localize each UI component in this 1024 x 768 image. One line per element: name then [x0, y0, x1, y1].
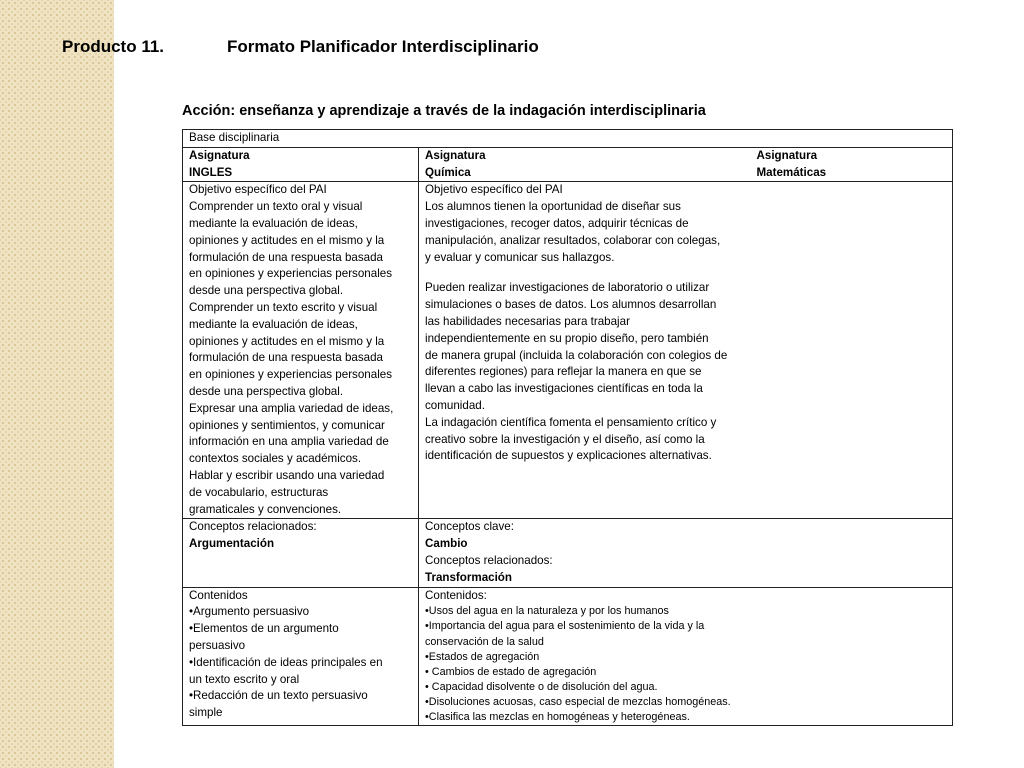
subject-name: INGLES: [189, 165, 233, 179]
text-line: Los alumnos tienen la oportunidad de diseñar sus: [425, 200, 681, 214]
text-line: las habilidades necesarias para trabajar: [425, 314, 630, 328]
text-line: formulación de una respuesta basada: [189, 250, 384, 264]
text-line: formulación de una respuesta basada: [189, 351, 384, 365]
paragraph-gap: [425, 266, 946, 280]
contents-english-cell: [183, 587, 419, 726]
subject-label: Asignatura: [189, 148, 250, 162]
text-line: información en una amplia variedad de: [189, 435, 389, 449]
document-heading: Acción: enseñanza y aprendizaje a través de la indagación interdisciplinaria: [182, 103, 706, 119]
base-cell: Base disciplinaria: [183, 130, 953, 148]
text-line: Comprender un texto oral y visual: [189, 200, 363, 214]
text-line: La indagación científica fomenta el pensamiento crítico y: [425, 415, 717, 429]
text-line: en opiniones y experiencias personales: [189, 368, 393, 382]
text-line: opiniones y actitudes en el mismo y la: [189, 233, 385, 247]
text-line: •Redacción de un texto persuasivo: [189, 689, 368, 703]
text-line: Hablar y escribir usando una variedad: [189, 468, 385, 482]
contents-label: Contenidos:: [425, 588, 487, 602]
concepts-english-cell: [183, 519, 419, 587]
text-line: en opiniones y experiencias personales: [189, 267, 393, 281]
text-line: Objetivo específico del PAI: [425, 183, 563, 197]
text-line: investigaciones, recoger datos, adquirir técnicas de: [425, 216, 689, 230]
concept-label: Conceptos relacionados:: [189, 520, 317, 534]
base-row: [183, 130, 953, 148]
subject-cell-chemistry: [419, 147, 757, 182]
contents-chemistry-cell: [419, 587, 953, 726]
text-line: •Importancia del agua para el sostenimiento de la vida y la: [425, 620, 705, 633]
product-number: Producto 11.: [62, 37, 165, 56]
text-line: opiniones y actitudes en el mismo y la: [189, 334, 385, 348]
text-line: y evaluar y comunicar sus hallazgos.: [425, 250, 615, 264]
text-line: opiniones y sentimientos, y comunicar: [189, 418, 385, 432]
text-line: •Estados de agregación: [425, 650, 540, 663]
text-line: de vocabulario, estructuras: [189, 485, 329, 499]
text-line: comunidad.: [425, 398, 485, 412]
objectives-chemistry-cell: [419, 182, 953, 519]
text-line: persuasivo: [189, 638, 246, 652]
concepts-row: [183, 519, 953, 587]
text-line: •Elementos de un argumento: [189, 622, 339, 636]
decorative-side-strip: [0, 0, 114, 768]
text-line: Expresar una amplia variedad de ideas,: [189, 401, 394, 415]
text-line: mediante la evaluación de ideas,: [189, 317, 358, 331]
text-line: mediante la evaluación de ideas,: [189, 216, 358, 230]
text-line: desde una perspectiva global.: [189, 284, 344, 298]
planner-document: [182, 100, 952, 726]
text-line: Pueden realizar investigaciones de laboratorio o utilizar: [425, 281, 710, 295]
text-line: Objetivo específico del PAI: [189, 183, 327, 197]
text-line: de manera grupal (incluida la colaboración con colegios de: [425, 348, 728, 362]
concepts-chemistry-cell: [419, 519, 953, 587]
subjects-row: [183, 147, 953, 182]
subject-name: Química: [425, 165, 471, 179]
concept-value: Cambio: [425, 537, 468, 551]
text-line: •Identificación de ideas principales en: [189, 655, 383, 669]
text-line: gramaticales y convenciones.: [189, 502, 342, 516]
subject-cell-math: [757, 147, 953, 182]
planner-table: [182, 129, 953, 726]
text-line: •Argumento persuasivo: [189, 605, 310, 619]
objectives-english-cell: [183, 182, 419, 519]
text-line: • Cambios de estado de agregación: [425, 665, 597, 678]
subject-cell-english: [183, 147, 419, 182]
text-line: manipulación, analizar resultados, colaborar con colegas,: [425, 233, 721, 247]
text-line: desde una perspectiva global.: [189, 384, 344, 398]
text-line: independientemente en su propio diseño, pero también: [425, 331, 709, 345]
text-line: simple: [189, 706, 223, 720]
text-line: llevan a cabo las investigaciones científicas en toda la: [425, 382, 703, 396]
text-line: identificación de supuestos y explicaciones alternativas.: [425, 449, 712, 463]
text-line: Contenidos: [189, 588, 248, 602]
text-line: simulaciones o bases de datos. Los alumnos desarrollan: [425, 298, 717, 312]
text-line: contextos sociales y académicos.: [189, 452, 362, 466]
text-line: •Clasifica las mezclas en homogéneas y heterogéneas.: [425, 710, 690, 723]
product-name: Formato Planificador Interdisciplinario: [227, 37, 539, 56]
text-line: un texto escrito y oral: [189, 672, 300, 686]
subject-label: Asignatura: [425, 148, 486, 162]
objectives-row: [183, 182, 953, 519]
concept-value: Transformación: [425, 570, 512, 584]
contents-row: [183, 587, 953, 726]
concept-value: Argumentación: [189, 537, 275, 551]
text-line: diferentes regiones) para reflejar la manera en que se: [425, 365, 702, 379]
text-line: conservación de la salud: [425, 635, 544, 648]
concept-label: Conceptos relacionados:: [425, 553, 553, 567]
subject-label: Asignatura: [756, 148, 818, 162]
text-line: • Capacidad disolvente o de disolución del agua.: [425, 680, 658, 693]
text-line: creativo sobre la investigación y el diseño, así como la: [425, 432, 705, 446]
text-line: Comprender un texto escrito y visual: [189, 300, 378, 314]
text-line: •Usos del agua en la naturaleza y por los humanos: [425, 605, 669, 618]
text-line: •Disoluciones acuosas, caso especial de mezclas homogéneas.: [425, 695, 731, 708]
subject-name: Matemáticas: [756, 165, 827, 179]
concept-label: Conceptos clave:: [425, 520, 514, 534]
